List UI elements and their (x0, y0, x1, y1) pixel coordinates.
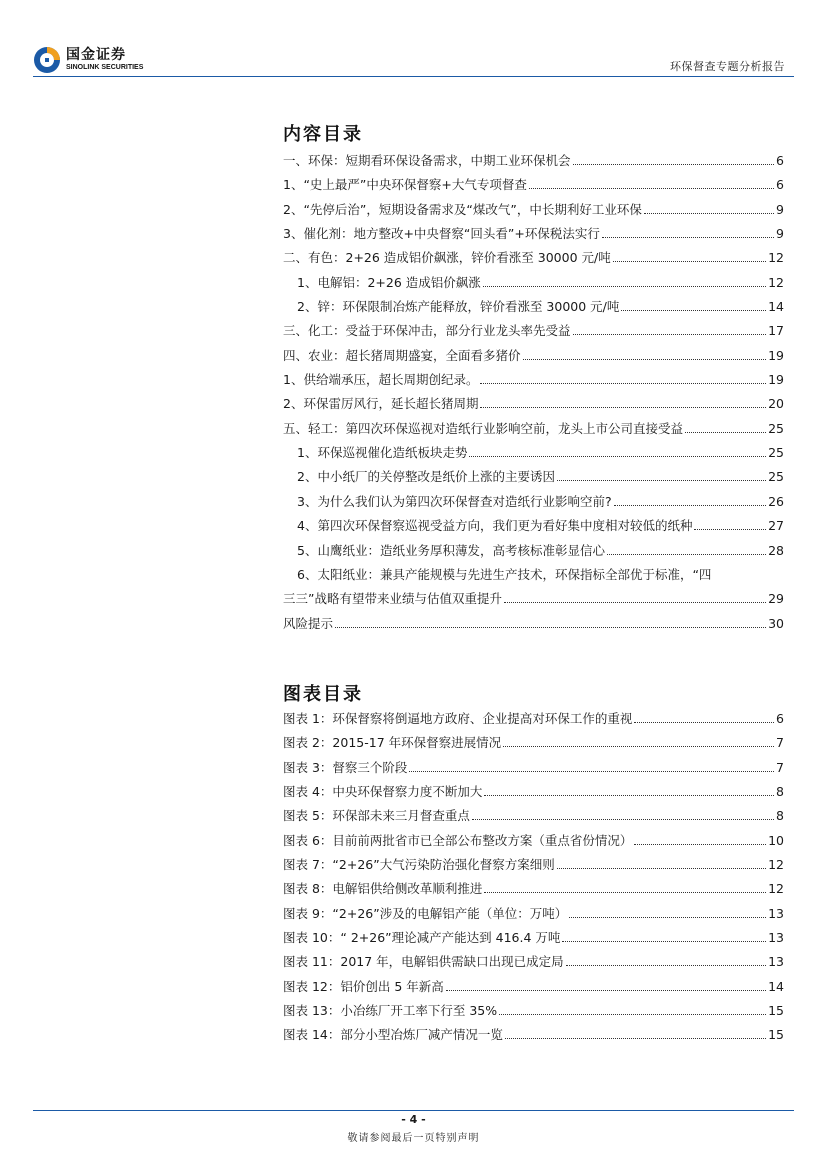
entry-page-number: 27 (768, 518, 784, 534)
entry-page-number: 8 (776, 784, 784, 800)
sinolink-logo-icon (33, 46, 61, 74)
page-number: - 4 - (401, 1113, 426, 1126)
dot-leader (503, 746, 774, 747)
entry-page-number: 13 (768, 930, 784, 946)
entry-page-number: 17 (768, 323, 784, 339)
dot-leader (569, 917, 766, 918)
entry-label: 图表 13：小冶练厂开工率下行至 35% (283, 1003, 498, 1019)
figure-entry[interactable] (283, 1001, 784, 1025)
entry-label: 三、化工：受益于环保冲击，部分行业龙头率先受益 (283, 323, 571, 339)
figure-entry[interactable] (283, 855, 784, 879)
dot-leader (523, 359, 767, 360)
entry-label: 5、山鹰纸业：造纸业务厚积薄发，高考核标准彰显信心 (297, 542, 605, 558)
dot-leader (335, 627, 766, 628)
figure-entry[interactable] (283, 806, 784, 830)
entry-label: 2、“先停后治”，短期设备需求及“煤改气”，中长期利好工业环保 (283, 201, 642, 217)
figure-entry[interactable] (283, 952, 784, 976)
entry-label: 二、有色：2+26 造成铝价飙涨，锌价看涨至 30000 元/吨 (283, 250, 611, 266)
toc-entry[interactable] (283, 370, 784, 394)
entry-page-number: 9 (776, 201, 784, 217)
figure-entry[interactable] (283, 782, 784, 806)
toc-entry[interactable] (283, 614, 784, 638)
entry-label: 1、环保巡视催化造纸板块走势 (297, 445, 468, 461)
figures-heading: 图表目录 (283, 684, 363, 705)
figure-entry[interactable] (283, 709, 784, 733)
entry-page-number: 28 (768, 542, 784, 558)
toc-entry[interactable] (283, 394, 784, 418)
toc-entry[interactable] (283, 224, 784, 248)
entry-label: 图表 10：“ 2+26”理论减产产能达到 416.4 万吨 (283, 930, 561, 946)
dot-leader (499, 1014, 766, 1015)
dot-leader (573, 164, 775, 165)
entry-label: 图表 3：督察三个阶段 (283, 759, 408, 775)
logo-english-name: SINOLINK SECURITIES (66, 64, 144, 71)
figure-entry[interactable] (283, 879, 784, 903)
entry-label: 图表 14：部分小型冶炼厂减产情况一览 (283, 1027, 503, 1043)
entry-label: 图表 1：环保督察将倒逼地方政府、企业提高对环保工作的重视 (283, 711, 633, 726)
entry-label: 2、中小纸厂的关停整改是纸价上涨的主要诱因 (297, 469, 555, 485)
entry-label: 1、“史上最严”中央环保督察+大气专项督查 (283, 177, 527, 193)
entry-label: 图表 11：2017 年，电解铝供需缺口出现已成定局 (283, 954, 564, 970)
entry-label: 2、锌：环保限制冶炼产能释放，锌价看涨至 30000 元/吨 (297, 299, 620, 315)
entry-page-number: 19 (768, 372, 784, 388)
entry-page-number: 13 (768, 954, 784, 970)
dot-leader (505, 1038, 766, 1039)
entry-page-number: 30 (768, 615, 784, 631)
dot-leader (484, 795, 774, 796)
dot-leader (614, 505, 767, 506)
entry-label: 一、环保：短期看环保设备需求，中期工业环保机会 (283, 153, 571, 168)
entry-label: 2、环保雷厉风行，延长超长猪周期 (283, 396, 479, 412)
entry-page-number: 25 (768, 445, 784, 461)
entry-page-number: 19 (768, 347, 784, 363)
dot-leader (644, 213, 774, 214)
contents-list (283, 151, 784, 638)
entry-label: 风险提示 (283, 615, 334, 631)
entry-label: 图表 8：电解铝供给侧改革顺利推进 (283, 881, 483, 897)
entry-label: 1、电解铝：2+26 造成铝价飙涨 (297, 274, 481, 290)
dot-leader (613, 261, 766, 262)
contents-heading: 内容目录 (283, 124, 363, 145)
entry-page-number: 13 (768, 905, 784, 921)
entry-page-number: 7 (776, 735, 784, 751)
dot-leader (484, 892, 766, 893)
entry-page-number: 15 (768, 1003, 784, 1019)
entry-page-number: 15 (768, 1027, 784, 1043)
toc-entry[interactable] (283, 541, 784, 565)
entry-label: 图表 4：中央环保督察力度不断加大 (283, 784, 483, 800)
figure-entry[interactable] (283, 904, 784, 928)
toc-entry[interactable] (283, 419, 784, 443)
entry-label: 6、太阳纸业：兼具产能规模与先进生产技术，环保指标全部优于标准，“四 (297, 566, 712, 582)
toc-entry[interactable] (283, 273, 784, 297)
dot-leader (573, 334, 767, 335)
entry-page-number: 26 (768, 493, 784, 509)
logo-chinese-name: 国金证券 (66, 47, 126, 63)
dot-leader (566, 965, 766, 966)
entry-page-number: 6 (776, 153, 784, 168)
figure-entry[interactable] (283, 831, 784, 855)
entry-label: 图表 9：“2+26”涉及的电解铝产能（单位：万吨） (283, 905, 568, 921)
figure-entry[interactable] (283, 758, 784, 782)
figure-entry[interactable] (283, 1025, 784, 1049)
entry-label: 图表 5：环保部未来三月督查重点 (283, 808, 470, 824)
figure-entry[interactable] (283, 733, 784, 757)
toc-entry[interactable] (283, 200, 784, 224)
entry-page-number: 14 (768, 978, 784, 994)
toc-entry[interactable] (283, 492, 784, 516)
disclaimer-text: 敬请参阅最后一页特别声明 (347, 1133, 480, 1144)
entry-page-number: 9 (776, 226, 784, 242)
dot-leader (634, 844, 766, 845)
entry-label: 图表 12：铝价创出 5 年新高 (283, 978, 444, 994)
entry-label: 3、为什么我们认为第四次环保督查对造纸行业影响空前? (297, 493, 612, 509)
dot-leader (480, 407, 766, 408)
dot-leader (557, 480, 766, 481)
toc-entry[interactable] (283, 589, 784, 613)
entry-label: 1、供给端承压，超长周期创纪录。 (283, 372, 479, 388)
entry-label: 图表 7：“2+26”大气污染防治强化督察方案细则 (283, 857, 555, 873)
dot-leader (504, 602, 766, 603)
dot-leader (529, 188, 774, 189)
entry-page-number: 7 (776, 759, 784, 775)
entry-page-number: 8 (776, 808, 784, 824)
entry-label: 图表 6：目前前两批省市已全部公布整改方案（重点省份情况） (283, 832, 633, 848)
entry-label: 4、第四次环保督察巡视受益方向，我们更为看好集中度相对较低的纸种 (297, 518, 693, 534)
figure-entry[interactable] (283, 977, 784, 1001)
entry-page-number: 20 (768, 396, 784, 412)
dot-leader (472, 819, 774, 820)
entry-label: 五、轻工：第四次环保巡视对造纸行业影响空前，龙头上市公司直接受益 (283, 420, 684, 436)
dot-leader (557, 868, 766, 869)
entry-page-number: 6 (776, 711, 784, 726)
entry-page-number: 25 (768, 469, 784, 485)
entry-page-number: 12 (768, 857, 784, 873)
dot-leader (469, 456, 766, 457)
header-divider (33, 76, 794, 77)
entry-page-number: 12 (768, 274, 784, 290)
toc-entry[interactable] (283, 346, 784, 370)
toc-entry[interactable] (283, 151, 784, 175)
toc-entry[interactable] (283, 467, 784, 491)
dot-leader (409, 771, 774, 772)
toc-entry[interactable] (283, 297, 784, 321)
dot-leader (480, 383, 766, 384)
entry-page-number: 10 (768, 832, 784, 848)
toc-entry[interactable] (283, 516, 784, 540)
entry-page-number: 14 (768, 299, 784, 315)
figure-entry[interactable] (283, 928, 784, 952)
figures-list (283, 709, 784, 1050)
dot-leader (602, 237, 774, 238)
toc-entry[interactable] (283, 175, 784, 199)
dot-leader (634, 722, 774, 723)
entry-page-number: 25 (768, 420, 784, 436)
entry-label: 三三”战略有望带来业绩与估值双重提升 (283, 591, 502, 607)
toc-entry[interactable] (283, 321, 784, 345)
dot-leader (685, 432, 766, 433)
dot-leader (562, 941, 766, 942)
entry-page-number: 6 (776, 177, 784, 193)
dot-leader (694, 529, 766, 530)
footer-divider (33, 1110, 794, 1111)
entry-label: 图表 2：2015-17 年环保督察进展情况 (283, 735, 502, 751)
page-header (0, 0, 827, 80)
report-title: 环保督查专题分析报告 (670, 60, 785, 73)
entry-page-number: 29 (768, 591, 784, 607)
dot-leader (446, 990, 766, 991)
entry-page-number: 12 (768, 881, 784, 897)
toc-entry[interactable] (283, 248, 784, 272)
toc-entry[interactable] (283, 443, 784, 467)
company-logo (33, 46, 143, 74)
entry-page-number: 12 (768, 250, 784, 266)
dot-leader (607, 554, 766, 555)
toc-entry[interactable] (283, 565, 784, 589)
dot-leader (483, 286, 766, 287)
dot-leader (621, 310, 766, 311)
entry-label: 3、催化剂：地方整改+中央督察“回头看”+环保税法实行 (283, 226, 600, 242)
entry-label: 四、农业：超长猪周期盛宴，全面看多猪价 (283, 347, 521, 363)
